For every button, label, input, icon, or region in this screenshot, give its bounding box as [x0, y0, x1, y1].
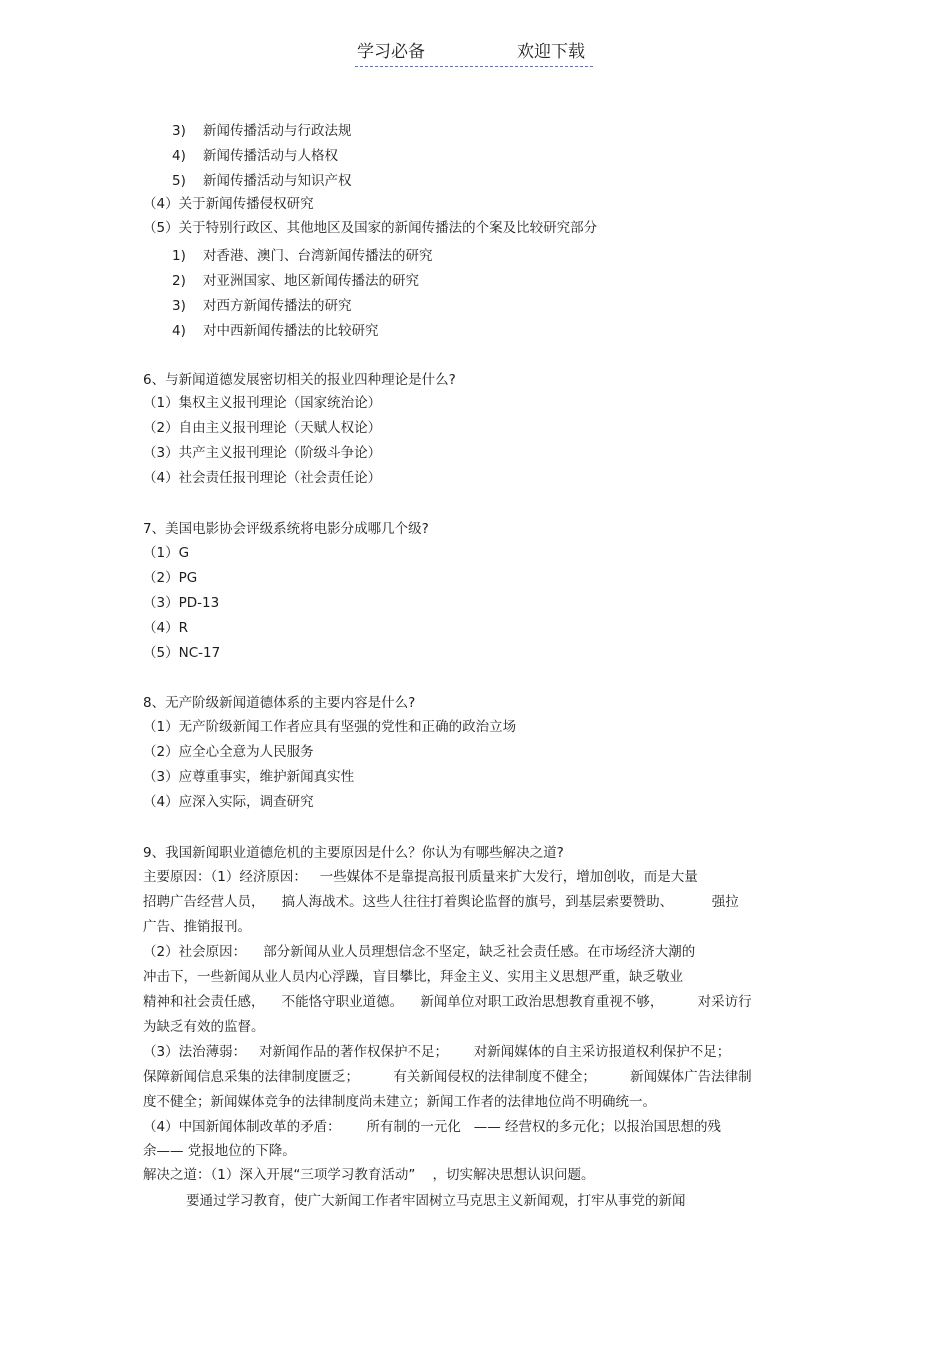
text-line: 解决之道：（1）深入开展“三项学习教育活动” ，切实解决思想认识问题。 [143, 1167, 595, 1183]
question-heading: 7、美国电影协会评级系统将电影分成哪几个级? [143, 521, 429, 537]
text-line: （2）自由主义报刊理论（天赋人权论） [143, 420, 382, 436]
text-line: 余—— 党报地位的下降。 [143, 1143, 296, 1159]
text-line: （5）关于特别行政区、其他地区及国家的新闻传播法的个案及比较研究部分 [143, 220, 598, 236]
page-header [355, 40, 593, 67]
text-line: 为缺乏有效的监督。 [143, 1019, 265, 1035]
text-line: （3）共产主义报刊理论（阶级斗争论） [143, 445, 382, 461]
text-line: （2）PG [143, 570, 198, 586]
text-line: （4）R [143, 620, 188, 636]
text-line: 4) 对中西新闻传播法的比较研究 [172, 323, 379, 339]
question-heading: 8、无产阶级新闻道德体系的主要内容是什么? [143, 695, 416, 711]
text-line: 广告、推销报刊。 [143, 919, 251, 935]
text-line: 1) 对香港、澳门、台湾新闻传播法的研究 [172, 248, 433, 264]
text-line: （1）G [143, 545, 190, 561]
text-line: 5) 新闻传播活动与知识产权 [172, 173, 352, 189]
text-line: （4）关于新闻传播侵权研究 [143, 196, 314, 212]
text-line: （4）应深入实际，调查研究 [143, 794, 314, 810]
text-line: （4）社会责任报刊理论（社会责任论） [143, 470, 382, 486]
text-line: （4）中国新闻体制改革的矛盾： 所有制的一元化 —— 经营权的多元化；以报治国思想的残 [143, 1119, 722, 1135]
text-line: （1）集权主义报刊理论（国家统治论） [143, 395, 382, 411]
question-heading: 9、我国新闻职业道德危机的主要原因是什么？你认为有哪些解决之道? [143, 845, 564, 861]
text-line: （3）法治薄弱： 对新闻作品的著作权保护不足； 对新闻媒体的自主采访报道权利保护不足； [143, 1044, 731, 1060]
header-left-text: 学习必备 [357, 42, 425, 62]
text-line: （5）NC-17 [143, 645, 221, 661]
text-line: 3) 新闻传播活动与行政法规 [172, 123, 352, 139]
text-line: （2）应全心全意为人民服务 [143, 744, 314, 760]
text-line: 要通过学习教育，使广大新闻工作者牢固树立马克思主义新闻观，打牢从事党的新闻 [186, 1193, 686, 1209]
text-line: （3）PD-13 [143, 595, 220, 611]
text-line: 精神和社会责任感， 不能恪守职业道德。 新闻单位对职工政治思想教育重视不够， 对采访行 [143, 994, 752, 1010]
text-line: 4) 新闻传播活动与人格权 [172, 148, 339, 164]
header-right-text: 欢迎下载 [517, 42, 585, 62]
question-heading: 6、与新闻道德发展密切相关的报业四种理论是什么? [143, 372, 456, 388]
text-line: （1）无产阶级新闻工作者应具有坚强的党性和正确的政治立场 [143, 719, 517, 735]
text-line: 招聘广告经营人员， 搞人海战术。这些人往往打着舆论监督的旗号，到基层索要赞助、 强拉 [143, 894, 739, 910]
text-line: （2）社会原因： 部分新闻从业人员理想信念不坚定，缺乏社会责任感。在市场经济大潮的 [143, 944, 696, 960]
text-line: 冲击下，一些新闻从业人员内心浮躁，盲目攀比，拜金主义、实用主义思想严重，缺乏敬业 [143, 969, 683, 985]
text-line: 度不健全；新闻媒体竞争的法律制度尚未建立；新闻工作者的法律地位尚不明确统一。 [143, 1094, 656, 1110]
text-line: 主要原因：（1）经济原因： 一些媒体不是靠提高报刊质量来扩大发行，增加创收，而是大量 [143, 869, 698, 885]
text-line: 3) 对西方新闻传播法的研究 [172, 298, 352, 314]
text-line: 保障新闻信息采集的法律制度匮乏； 有关新闻侵权的法律制度不健全； 新闻媒体广告法律制 [143, 1069, 752, 1085]
text-line: 2) 对亚洲国家、地区新闻传播法的研究 [172, 273, 420, 289]
text-line: （3）应尊重事实，维护新闻真实性 [143, 769, 355, 785]
